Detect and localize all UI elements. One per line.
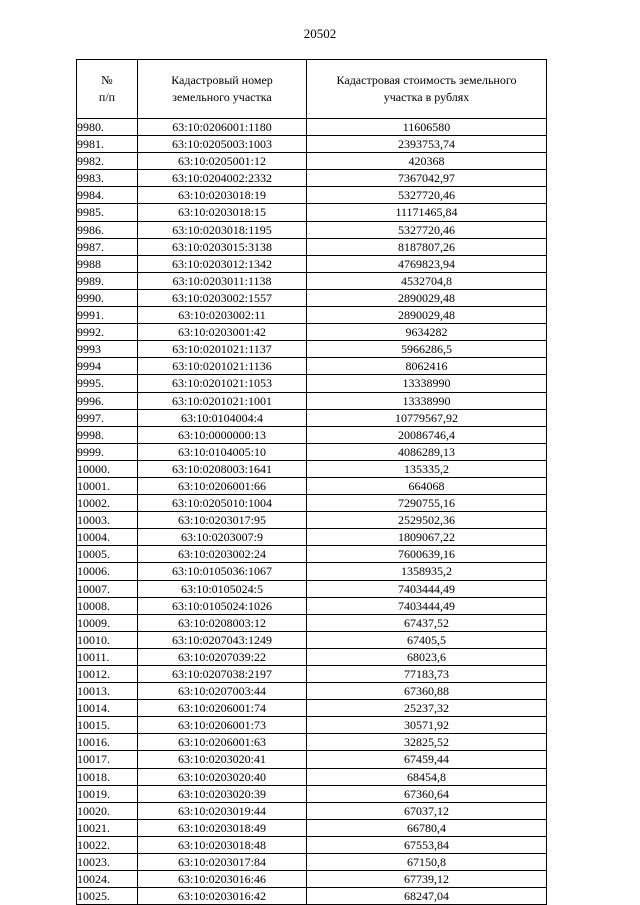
cadastral-value: 67360,64 <box>307 785 547 802</box>
table-row <box>77 580 547 597</box>
cadastral-number: 63:10:0203002:24 <box>138 546 307 563</box>
cadastral-number: 63:10:0204002:2332 <box>138 170 307 187</box>
row-number: 10014. <box>77 700 138 717</box>
row-number: 10021. <box>77 819 138 836</box>
cadastral-number: 63:10:0203002:11 <box>138 307 307 324</box>
page-number: 20502 <box>303 26 337 41</box>
cadastral-value: 8187807,26 <box>307 238 547 255</box>
table-row <box>77 614 547 631</box>
row-number: 9998. <box>77 426 138 443</box>
cadastral-value: 135335,2 <box>307 460 547 477</box>
cadastral-number: 63:10:0201021:1136 <box>138 358 307 375</box>
cadastral-value: 7367042,97 <box>307 170 547 187</box>
cadastral-number: 63:10:0105024:5 <box>138 580 307 597</box>
cadastral-value: 8062416 <box>307 358 547 375</box>
cadastral-value: 32825,52 <box>307 734 547 751</box>
row-number: 10010. <box>77 631 138 648</box>
table-row <box>77 426 547 443</box>
cadastral-number: 63:10:0203019:44 <box>138 802 307 819</box>
row-number: 9981. <box>77 136 138 153</box>
cadastral-value: 7403444,49 <box>307 597 547 614</box>
cadastral-number: 63:10:0203012:1342 <box>138 255 307 272</box>
table-row <box>77 477 547 494</box>
cadastral-value: 68454,8 <box>307 768 547 785</box>
header-cadastral-number <box>138 60 307 119</box>
row-number: 9991. <box>77 307 138 324</box>
row-number: 9982. <box>77 153 138 170</box>
cadastral-number: 63:10:0207043:1249 <box>138 631 307 648</box>
cadastral-value: 67150,8 <box>307 854 547 871</box>
cadastral-number: 63:10:0205001:12 <box>138 153 307 170</box>
cadastral-value: 67553,84 <box>307 836 547 853</box>
table-row <box>77 785 547 802</box>
row-number: 9992. <box>77 324 138 341</box>
table-row <box>77 358 547 375</box>
table-row <box>77 546 547 563</box>
table-row <box>77 768 547 785</box>
table-row <box>77 443 547 460</box>
cadastral-number: 63:10:0105024:1026 <box>138 597 307 614</box>
cadastral-number: 63:10:0203018:15 <box>138 204 307 221</box>
row-number: 9983. <box>77 170 138 187</box>
cadastral-number: 63:10:0203018:1195 <box>138 221 307 238</box>
cadastral-number: 63:10:0208003:12 <box>138 614 307 631</box>
cadastral-value: 5327720,46 <box>307 187 547 204</box>
table-row <box>77 204 547 221</box>
table-row <box>77 888 547 905</box>
row-number: 10003. <box>77 512 138 529</box>
row-number: 10011. <box>77 648 138 665</box>
row-number: 10024. <box>77 871 138 888</box>
cadastral-value: 5966286,5 <box>307 341 547 358</box>
cadastral-value: 5327720,46 <box>307 221 547 238</box>
cadastral-number: 63:10:0203020:40 <box>138 768 307 785</box>
cadastral-value: 9634282 <box>307 324 547 341</box>
table-row <box>77 563 547 580</box>
row-number: 10013. <box>77 683 138 700</box>
header-cadastral-value <box>307 60 547 119</box>
table-row <box>77 221 547 238</box>
cadastral-number: 63:10:0206001:66 <box>138 477 307 494</box>
cadastral-value: 68247,04 <box>307 888 547 905</box>
cadastral-number: 63:10:0207003:44 <box>138 683 307 700</box>
cadastral-value: 13338990 <box>307 392 547 409</box>
row-number: 9994 <box>77 358 138 375</box>
row-number: 10018. <box>77 768 138 785</box>
cadastral-value: 11171465,84 <box>307 204 547 221</box>
row-number: 10005. <box>77 546 138 563</box>
cadastral-value: 4086289,13 <box>307 443 547 460</box>
cadastral-number: 63:10:0000000:13 <box>138 426 307 443</box>
cadastral-number: 63:10:0201021:1053 <box>138 375 307 392</box>
table-row <box>77 717 547 734</box>
row-number: 9980. <box>77 119 138 136</box>
cadastral-value: 4769823,94 <box>307 255 547 272</box>
row-number: 10006. <box>77 563 138 580</box>
row-number: 9997. <box>77 409 138 426</box>
table-row <box>77 375 547 392</box>
table-row <box>77 512 547 529</box>
header-number-line-1: № <box>101 73 113 87</box>
table-row <box>77 324 547 341</box>
cadastral-number: 63:10:0203020:41 <box>138 751 307 768</box>
cadastral-value: 1358935,2 <box>307 563 547 580</box>
table-row <box>77 409 547 426</box>
cadastral-value: 67037,12 <box>307 802 547 819</box>
cadastral-value: 68023,6 <box>307 648 547 665</box>
table-row <box>77 460 547 477</box>
table-row <box>77 666 547 683</box>
cadastral-value: 7290755,16 <box>307 495 547 512</box>
table-row <box>77 529 547 546</box>
header-value-line-1: Кадастровая стоимость земельного <box>336 73 517 87</box>
table-row <box>77 683 547 700</box>
header-cadastral-line-2: земельного участка <box>172 90 272 104</box>
table-row <box>77 341 547 358</box>
table-row <box>77 136 547 153</box>
table-row <box>77 307 547 324</box>
cadastral-number: 63:10:0205003:1003 <box>138 136 307 153</box>
row-number: 9999. <box>77 443 138 460</box>
table-row <box>77 648 547 665</box>
cadastral-value: 67437,52 <box>307 614 547 631</box>
cadastral-number: 63:10:0201021:1137 <box>138 341 307 358</box>
cadastral-number: 63:10:0105036:1067 <box>138 563 307 580</box>
cadastral-value: 77183,73 <box>307 666 547 683</box>
table-body <box>77 119 547 905</box>
table-row <box>77 751 547 768</box>
row-number: 10025. <box>77 888 138 905</box>
row-number: 10009. <box>77 614 138 631</box>
table-row <box>77 392 547 409</box>
row-number: 9986. <box>77 221 138 238</box>
row-number: 9988 <box>77 255 138 272</box>
cadastral-value: 10779567,92 <box>307 409 547 426</box>
cadastral-number: 63:10:0203001:42 <box>138 324 307 341</box>
cadastral-value: 30571,92 <box>307 717 547 734</box>
row-number: 10022. <box>77 836 138 853</box>
cadastral-value: 67459,44 <box>307 751 547 768</box>
row-number: 9984. <box>77 187 138 204</box>
header-cadastral-line-1: Кадастровый номер <box>171 73 273 87</box>
cadastral-value: 7600639,16 <box>307 546 547 563</box>
row-number: 10007. <box>77 580 138 597</box>
cadastral-number: 63:10:0203018:19 <box>138 187 307 204</box>
row-number: 10012. <box>77 666 138 683</box>
cadastral-value: 67739,12 <box>307 871 547 888</box>
table-row <box>77 819 547 836</box>
table-row <box>77 836 547 853</box>
row-number: 10020. <box>77 802 138 819</box>
cadastral-number: 63:10:0203017:84 <box>138 854 307 871</box>
table-row <box>77 734 547 751</box>
cadastral-value: 25237,32 <box>307 700 547 717</box>
cadastral-number: 63:10:0203011:1138 <box>138 272 307 289</box>
cadastral-number: 63:10:0203015:3138 <box>138 238 307 255</box>
cadastral-number: 63:10:0104004:4 <box>138 409 307 426</box>
table-row <box>77 597 547 614</box>
table-row <box>77 255 547 272</box>
cadastral-number: 63:10:0203016:42 <box>138 888 307 905</box>
header-number-line-2: п/п <box>98 90 116 104</box>
cadastral-number: 63:10:0203017:95 <box>138 512 307 529</box>
row-number: 10016. <box>77 734 138 751</box>
row-number: 9996. <box>77 392 138 409</box>
header-value-line-2: участка в рублях <box>383 90 470 104</box>
cadastral-value: 66780,4 <box>307 819 547 836</box>
cadastral-number: 63:10:0207039:22 <box>138 648 307 665</box>
cadastral-value: 7403444,49 <box>307 580 547 597</box>
table-row <box>77 119 547 136</box>
table-row <box>77 802 547 819</box>
row-number: 9987. <box>77 238 138 255</box>
row-number: 9989. <box>77 272 138 289</box>
cadastral-number: 63:10:0206001:73 <box>138 717 307 734</box>
cadastral-value: 2890029,48 <box>307 289 547 306</box>
table-row <box>77 495 547 512</box>
cadastral-number: 63:10:0104005:10 <box>138 443 307 460</box>
row-number: 9990. <box>77 289 138 306</box>
cadastral-number: 63:10:0203020:39 <box>138 785 307 802</box>
table-row <box>77 153 547 170</box>
table-row <box>77 854 547 871</box>
cadastral-value: 2890029,48 <box>307 307 547 324</box>
cadastral-number: 63:10:0203016:46 <box>138 871 307 888</box>
row-number: 10001. <box>77 477 138 494</box>
cadastral-value: 13338990 <box>307 375 547 392</box>
cadastral-number: 63:10:0205010:1004 <box>138 495 307 512</box>
table-row <box>77 700 547 717</box>
row-number: 9995. <box>77 375 138 392</box>
cadastral-value: 67360,88 <box>307 683 547 700</box>
table-row <box>77 289 547 306</box>
row-number: 10008. <box>77 597 138 614</box>
cadastral-value: 2393753,74 <box>307 136 547 153</box>
row-number: 10000. <box>77 460 138 477</box>
row-number: 10002. <box>77 495 138 512</box>
row-number: 10023. <box>77 854 138 871</box>
cadastral-value: 4532704,8 <box>307 272 547 289</box>
cadastral-value-table <box>76 59 547 905</box>
cadastral-value: 2529502,36 <box>307 512 547 529</box>
table-header-row <box>77 60 547 119</box>
table-row <box>77 170 547 187</box>
row-number: 9993 <box>77 341 138 358</box>
row-number: 10015. <box>77 717 138 734</box>
cadastral-number: 63:10:0203018:48 <box>138 836 307 853</box>
cadastral-number: 63:10:0206001:1180 <box>138 119 307 136</box>
cadastral-number: 63:10:0203007:9 <box>138 529 307 546</box>
cadastral-value: 664068 <box>307 477 547 494</box>
row-number: 10004. <box>77 529 138 546</box>
table-row <box>77 238 547 255</box>
header-number <box>77 60 138 119</box>
cadastral-number: 63:10:0207038:2197 <box>138 666 307 683</box>
cadastral-number: 63:10:0201021:1001 <box>138 392 307 409</box>
cadastral-value: 11606580 <box>307 119 547 136</box>
cadastral-value: 67405,5 <box>307 631 547 648</box>
row-number: 9985. <box>77 204 138 221</box>
cadastral-number: 63:10:0208003:1641 <box>138 460 307 477</box>
cadastral-number: 63:10:0206001:63 <box>138 734 307 751</box>
cadastral-value: 20086746,4 <box>307 426 547 443</box>
cadastral-number: 63:10:0203002:1557 <box>138 289 307 306</box>
cadastral-number: 63:10:0203018:49 <box>138 819 307 836</box>
cadastral-value: 1809067,22 <box>307 529 547 546</box>
row-number: 10017. <box>77 751 138 768</box>
row-number: 10019. <box>77 785 138 802</box>
table-row <box>77 631 547 648</box>
cadastral-number: 63:10:0206001:74 <box>138 700 307 717</box>
table-row <box>77 272 547 289</box>
table-row <box>77 187 547 204</box>
cadastral-value: 420368 <box>307 153 547 170</box>
table-row <box>77 871 547 888</box>
